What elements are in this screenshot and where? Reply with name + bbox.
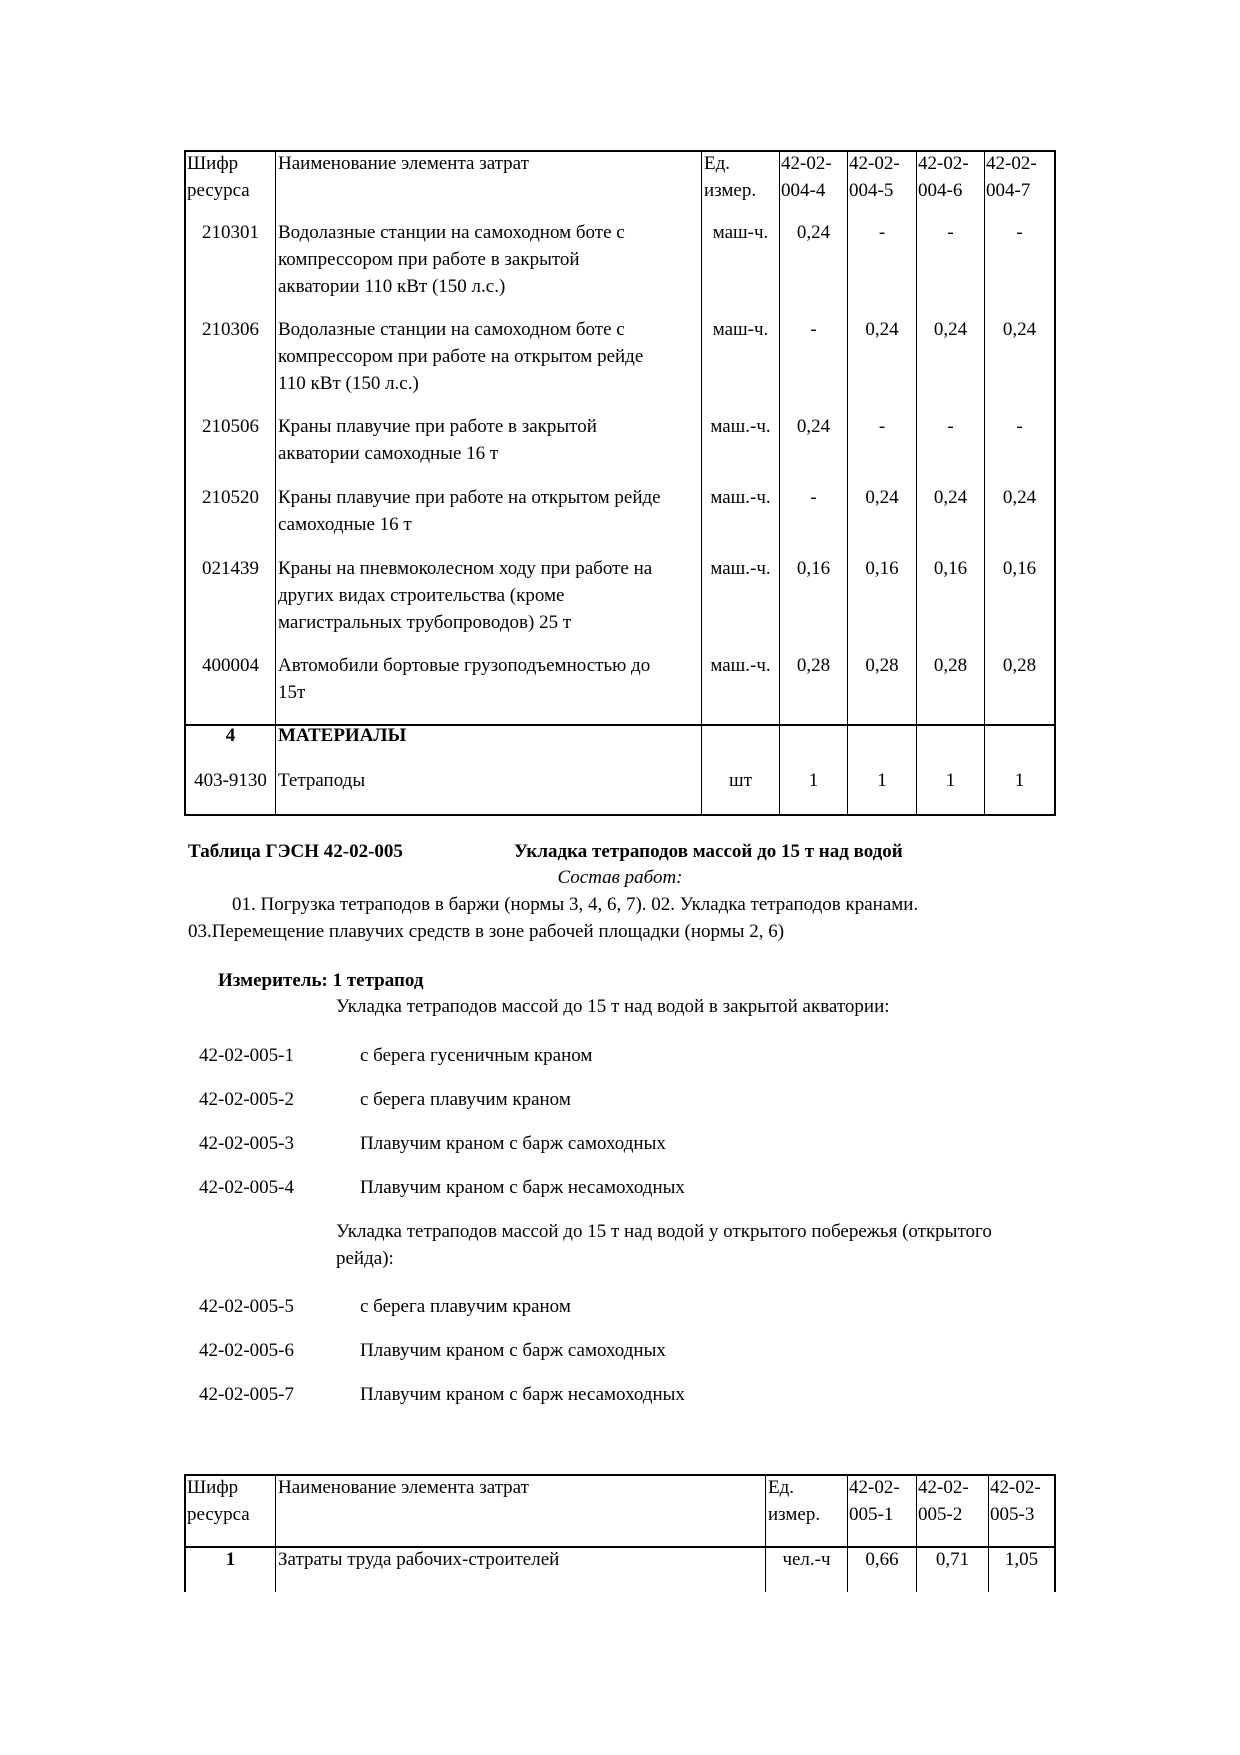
norm-code: 42-02-005-3: [199, 1133, 294, 1154]
norm-text: Плавучим краном с барж несамоходных: [360, 1177, 685, 1198]
norm-text: Плавучим краном с барж несамоходных: [360, 1384, 685, 1405]
header-code: Шифр ресурса: [187, 1477, 250, 1525]
group-2-title: Укладка тетраподов массой до 15 т над водой у открытого побережья (открытого рейда):: [336, 1221, 992, 1269]
table-code-title: Таблица ГЭСН 42-02-005: [188, 841, 403, 862]
row-value: 0,16: [933, 558, 968, 579]
header-col-3: 42-02- 005-3: [990, 1477, 1041, 1525]
row-value: 1: [945, 770, 956, 791]
row-unit: маш.-ч.: [710, 487, 771, 508]
row-code: 403-9130: [194, 770, 267, 791]
row-value: 0,16: [865, 558, 899, 579]
norm-code: 42-02-005-4: [199, 1177, 294, 1198]
table-name-title: Укладка тетраподов массой до 15 т над водой: [514, 841, 903, 862]
row-code: 400004: [202, 655, 259, 676]
row-name: Тетраподы: [278, 770, 366, 791]
row-name: Краны на пневмоколесном ходу при работе на других видах строительства (кроме магистральных трубопроводов) 25 т: [278, 558, 653, 633]
row-value: 1: [877, 770, 887, 791]
row-value: 0,24: [933, 319, 968, 340]
header-col-1: 42-02- 004-4: [781, 153, 832, 201]
row-unit: маш.-ч.: [710, 416, 771, 437]
norm-text: с берега плавучим краном: [360, 1089, 571, 1110]
header-col-4: 42-02- 004-7: [986, 153, 1037, 201]
header-name: Наименование элемента затрат: [278, 1477, 529, 1498]
row-value: -: [1016, 416, 1023, 437]
row-code: 210306: [202, 319, 259, 340]
row-value: -: [810, 487, 817, 508]
row-name: Краны плавучие при работе на открытом рейде самоходные 16 т: [278, 487, 661, 535]
norm-text: Плавучим краном с барж самоходных: [360, 1340, 666, 1361]
row-code: 210520: [202, 487, 259, 508]
row-value: 0,28: [865, 655, 899, 676]
row-value: 1,05: [1004, 1549, 1039, 1570]
row-name: Затраты труда рабочих-строителей: [278, 1549, 560, 1570]
row-value: 0,24: [1002, 487, 1037, 508]
row-value: 0,16: [1002, 558, 1037, 579]
header-name: Наименование элемента затрат: [278, 153, 529, 174]
row-value: -: [1016, 222, 1023, 243]
row-value: 1: [1014, 770, 1025, 791]
row-name: Краны плавучие при работе в закрытой акватории самоходные 16 т: [278, 416, 597, 464]
row-unit: маш.-ч.: [710, 655, 771, 676]
row-value: 0,24: [933, 487, 968, 508]
row-value: 0,24: [796, 416, 831, 437]
row-name: Водолазные станции на самоходном боте с компрессором при работе в закрытой акватории 110 кВт (150 л.с.): [278, 222, 625, 297]
row-unit: маш-ч.: [712, 319, 769, 340]
composition-line-1: 01. Погрузка тетраподов в баржи (нормы 3, 4, 6, 7). 02. Укладка тетраподов кранами.: [232, 894, 919, 915]
composition-heading: Состав работ:: [557, 867, 683, 888]
norm-code: 42-02-005-1: [199, 1045, 294, 1066]
row-code: 210506: [202, 416, 259, 437]
row-code: 210301: [202, 222, 259, 243]
norm-code: 42-02-005-6: [199, 1340, 294, 1361]
header-code: Шифр ресурса: [187, 153, 250, 201]
norm-text: с берега гусеничным краном: [360, 1045, 593, 1066]
row-value: 0,71: [935, 1549, 970, 1570]
norm-code: 42-02-005-5: [199, 1296, 294, 1317]
section-title: МАТЕРИАЛЫ: [278, 725, 407, 746]
row-code: 1: [225, 1549, 236, 1570]
row-value: 0,24: [865, 487, 899, 508]
row-value: 0,28: [796, 655, 831, 676]
header-col-1: 42-02- 005-1: [849, 1477, 900, 1525]
header-unit: Ед. измер.: [768, 1477, 821, 1525]
header-unit: Ед. измер.: [704, 153, 757, 201]
row-value: 0,28: [933, 655, 968, 676]
row-unit: чел.-ч: [782, 1549, 831, 1570]
group-1-title: Укладка тетраподов массой до 15 т над водой в закрытой акватории:: [336, 996, 890, 1017]
norm-text: с берега плавучим краном: [360, 1296, 571, 1317]
row-unit: шт: [729, 770, 752, 791]
row-value: 0,16: [796, 558, 831, 579]
norm-text: Плавучим краном с барж самоходных: [360, 1133, 666, 1154]
header-col-2: 42-02- 004-5: [849, 153, 900, 201]
row-name: Автомобили бортовые грузоподъемностью до 15т: [278, 655, 651, 703]
norm-code: 42-02-005-2: [199, 1089, 294, 1110]
row-value: -: [878, 416, 886, 437]
row-code: 021439: [202, 558, 259, 579]
row-value: -: [947, 416, 954, 437]
row-value: 0,24: [865, 319, 899, 340]
row-name: Водолазные станции на самоходном боте с компрессором при работе на открытом рейде 110 кВт (150 л.с.): [278, 319, 644, 394]
row-unit: маш-ч.: [712, 222, 769, 243]
row-value: 0,24: [1002, 319, 1037, 340]
header-col-3: 42-02- 004-6: [918, 153, 969, 201]
row-value: 0,66: [865, 1549, 899, 1570]
norm-code: 42-02-005-7: [199, 1384, 294, 1405]
row-value: 1: [808, 770, 819, 791]
section-code: 4: [225, 725, 236, 746]
header-col-2: 42-02- 005-2: [918, 1477, 969, 1525]
meter-label: Измеритель: 1 тетрапод: [218, 970, 424, 991]
row-value: 0,24: [796, 222, 831, 243]
row-unit: маш.-ч.: [710, 558, 771, 579]
row-value: 0,28: [1002, 655, 1037, 676]
row-value: -: [810, 319, 817, 340]
row-value: -: [947, 222, 954, 243]
row-value: -: [878, 222, 886, 243]
composition-line-2: 03.Перемещение плавучих средств в зоне рабочей площадки (нормы 2, 6): [188, 921, 785, 942]
